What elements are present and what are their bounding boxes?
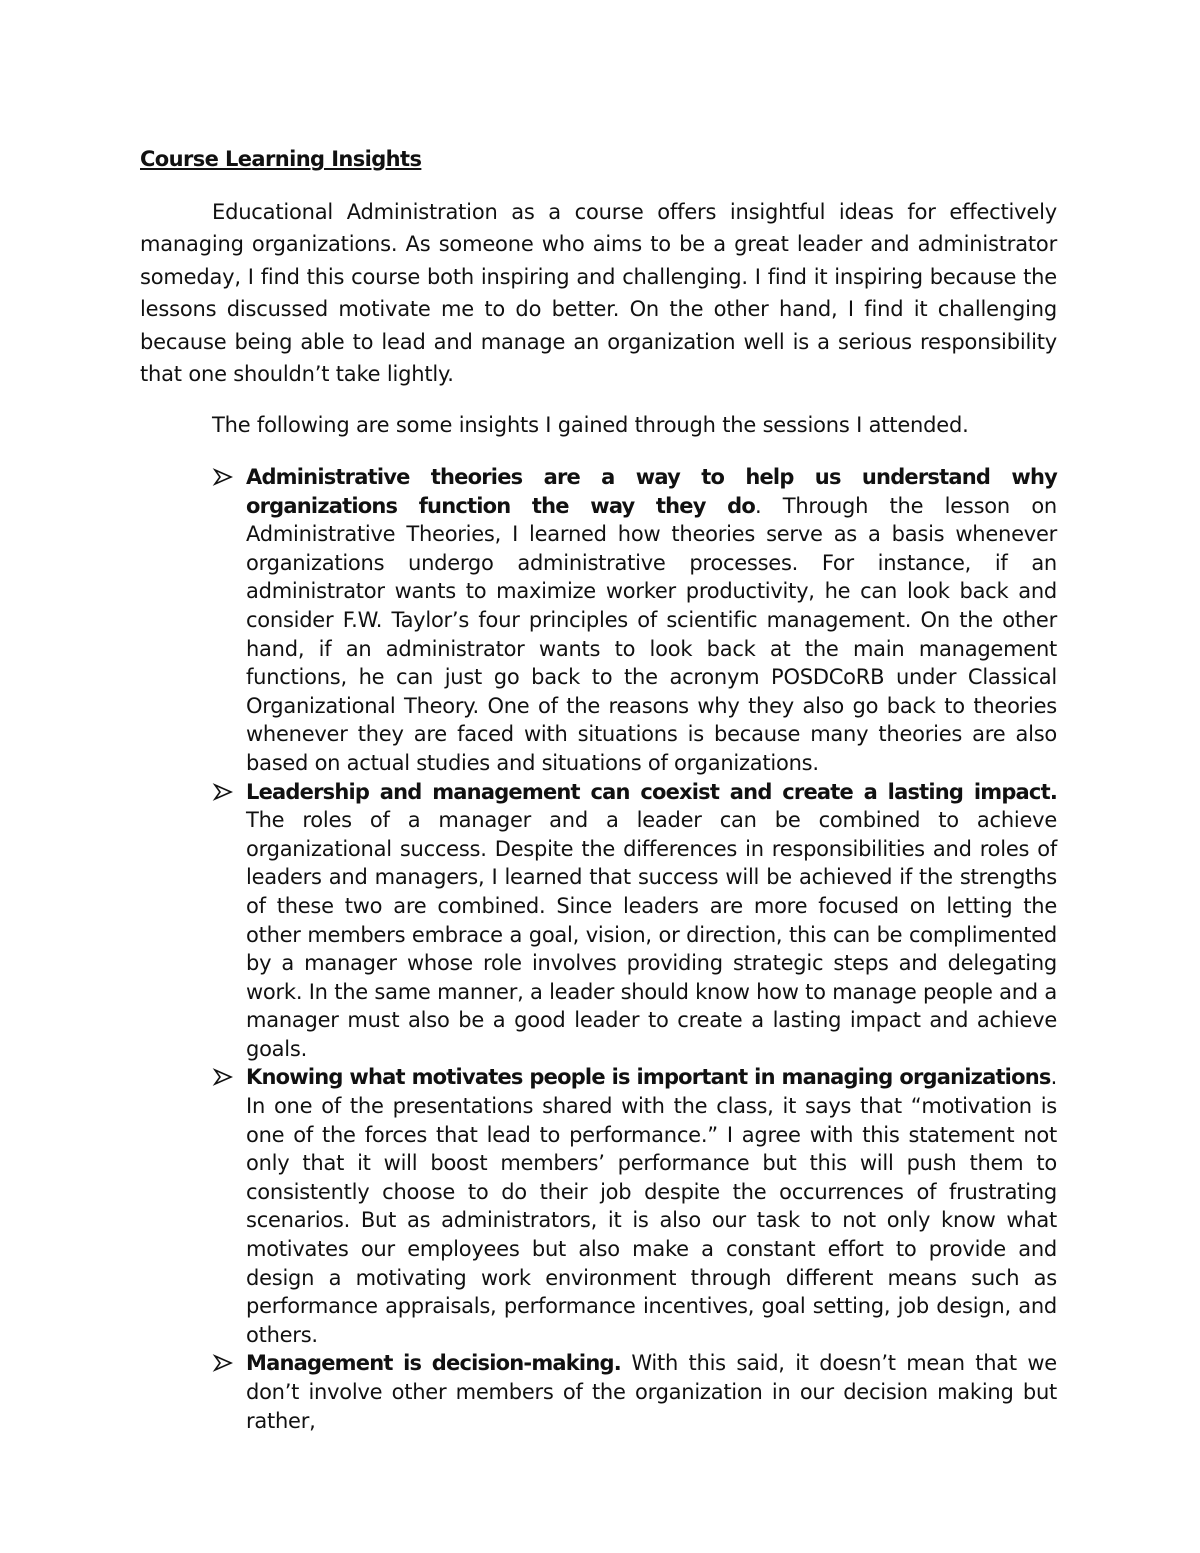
intro-paragraph: Educational Administration as a course offers insightful ideas for effectively managing organizations. As someone who aims to be a great leader and administrator someday, I find this course both inspiring and challenging. I find it inspiring because the lessons discussed motivate me to do better. On the other hand, I find it challenging because being able to lead and manage an organization well is a serious responsibility that one shouldn’t take lightly. [140,200,1057,387]
list-item [212,1349,1057,1435]
insight-body: . Through the lesson on Administrative Theories, I learned how theories serve as a basis whenever organizations undergo administrative processes. For instance, if an administrator wants to maximize worker productivity, he can look back and consider F.W. Taylor’s four principles of scientific management. On the other hand, if an administrator wants to look back at the main management functions, he can just go back to the acronym POSDCoRB under Classical Organizational Theory. One of the reasons why they also go back to theories whenever they are faced with situations is because many theories are also based on actual studies and situations of organizations. [246,493,1057,775]
insight-body: With this said, it doesn’t mean that we don’t involve other members of the organization in our decision making but rather, [246,1351,1057,1433]
list-item [212,463,1057,778]
insight-heading: Leadership and management can coexist and create a lasting impact. [246,779,1057,804]
arrowhead-bullet-icon [212,778,234,806]
insight-body: . In one of the presentations shared with the class, it says that “motivation is one of the forces that lead to performance.” I agree with this statement not only that it will boost members’ performance but this will push them to consistently choose to do their job despite the occurrences of frustrating scenarios. But as administrators, it is also our task to not only know what motivates our employees but also make a constant effort to provide and design a motivating work environment through different means such as performance appraisals, performance incentives, goal setting, job design, and others. [246,1065,1057,1347]
insight-heading: Administrative theories are a way to help us understand why organizations function the way they do [246,465,1057,518]
insight-body: The roles of a manager and a leader can be combined to achieve organizational success. Despite the differences in responsibilities and roles of leaders and managers, I learned that success will be achieved if the strengths of these two are combined. Since leaders are more focused on letting the other members embrace a goal, vision, or direction, this can be complimented by a manager whose role involves providing strategic steps and delegating work. In the same manner, a leader should know how to manage people and a manager must also be a good leader to create a lasting impact and achieve goals. [246,779,1070,1061]
insight-heading: Management is decision-making. [246,1351,621,1376]
arrowhead-bullet-icon [212,1349,234,1377]
insights-lead-sentence: The following are some insights I gained through the sessions I attended. [212,413,969,437]
list-item [212,778,1070,1064]
arrowhead-bullet-icon [212,463,234,491]
insights-list [212,463,1070,1435]
insight-heading: Knowing what motivates people is important in managing organizations [246,1065,1051,1090]
list-item [212,1063,1057,1349]
arrowhead-bullet-icon [212,1063,234,1091]
page-title: Course Learning Insights [140,147,422,171]
